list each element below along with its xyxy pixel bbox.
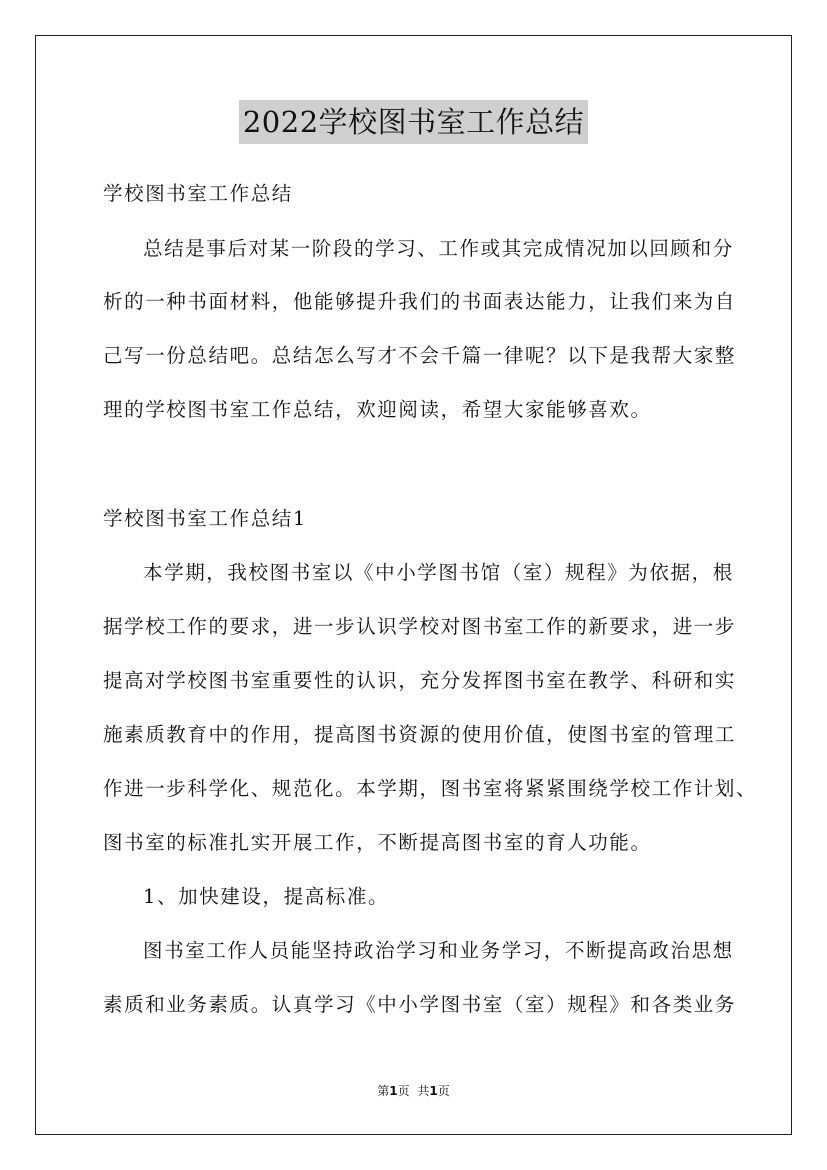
paragraph-line: 图书室工作人员能坚持政治学习和业务学习，不断提高政治思想 [143, 939, 734, 962]
page-footer [0, 1082, 827, 1099]
paragraph-line: 己写一份总结吧。总结怎么写才不会千篇一律呢？以下是我帮大家整 [103, 344, 737, 367]
page-number: 1 [389, 1084, 398, 1098]
document-title: 2022学校图书室工作总结 [239, 100, 588, 144]
paragraph-line: 作进一步科学化、规范化。本学期，图书室将紧紧围绕学校工作计划、 [103, 777, 758, 800]
paragraph-line: 图书室的标准扎实开展工作，不断提高图书室的育人功能。 [103, 831, 652, 854]
page-prefix: 第 [377, 1084, 390, 1098]
total-pages: 1 [429, 1084, 438, 1098]
paragraph-line: 据学校工作的要求，进一步认识学校对图书室工作的新要求，进一步 [103, 615, 737, 638]
paragraph-line: 理的学校图书室工作总结，欢迎阅读，希望大家能够喜欢。 [103, 398, 652, 421]
title-container [0, 100, 827, 144]
section-heading: 学校图书室工作总结1 [103, 507, 307, 530]
page-suffix: 页 [397, 1084, 410, 1098]
paragraph-line: 提高对学校图书室重要性的认识，充分发挥图书室在教学、科研和实 [103, 669, 737, 692]
paragraph-line: 总结是事后对某一阶段的学习、工作或其完成情况加以回顾和分 [143, 237, 734, 260]
paragraph-line: 析的一种书面材料，他能够提升我们的书面表达能力，让我们来为自 [103, 290, 737, 313]
subtitle-line: 学校图书室工作总结 [103, 182, 293, 205]
list-item-heading: 1、加快建设，提高标准。 [143, 885, 390, 908]
paragraph-line: 本学期，我校图书室以《中小学图书馆（室）规程》为依据，根 [143, 561, 734, 584]
paragraph-line: 施素质教育中的作用，提高图书资源的使用价值，使图书室的管理工 [103, 723, 737, 746]
paragraph-line: 素质和业务素质。认真学习《中小学图书室（室）规程》和各类业务 [103, 993, 737, 1016]
total-suffix: 页 [437, 1084, 450, 1098]
total-prefix: 共 [417, 1084, 430, 1098]
